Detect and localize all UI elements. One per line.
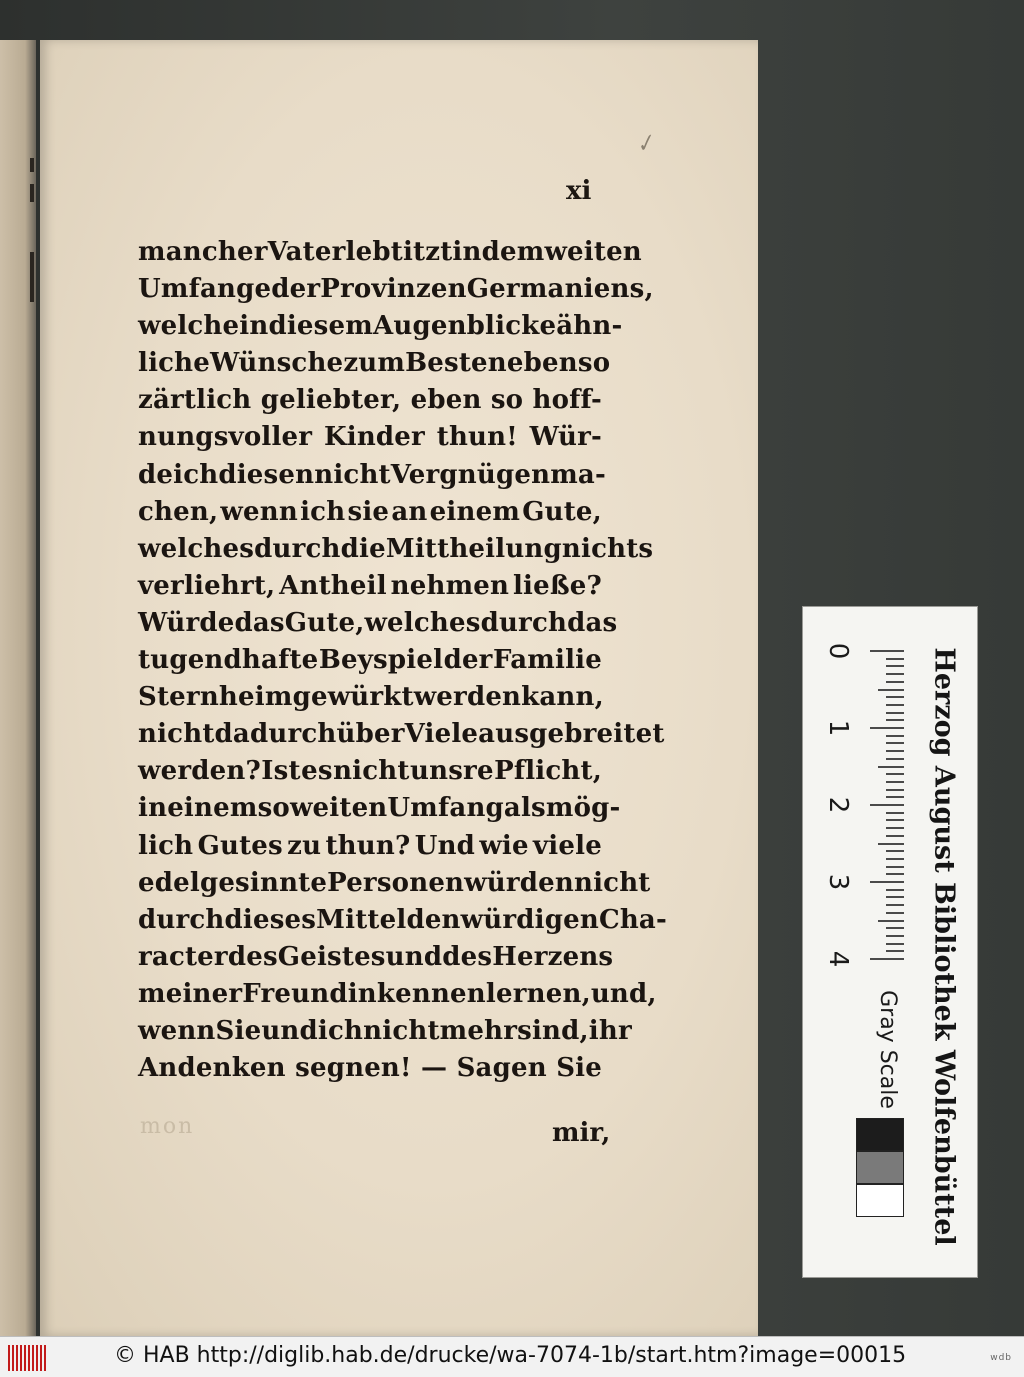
ruler-tick (886, 850, 904, 852)
word: Ist (261, 756, 301, 787)
word: thun! (436, 422, 518, 453)
footer-dots: wdb (990, 1353, 1012, 1363)
word: Beyspiel (318, 645, 444, 676)
word: Personen (327, 867, 465, 898)
word: Augenblicke (372, 311, 557, 342)
word: die (340, 533, 386, 564)
word: nungsvoller (138, 422, 313, 453)
ink-mark (30, 252, 34, 302)
catchword: mir, (552, 1118, 611, 1148)
word: Herzens (492, 941, 614, 972)
word: Besten (405, 348, 507, 379)
word: in (452, 237, 482, 267)
word: durch (138, 904, 225, 935)
ruler-tick (870, 958, 904, 960)
word: eben (506, 348, 578, 379)
ruler-tick (878, 920, 904, 922)
word: Antheil (279, 570, 387, 601)
previous-page-edge (0, 40, 36, 1336)
word: Mittheilung (385, 533, 562, 564)
word: ihr (588, 1015, 632, 1046)
word: diesen (218, 459, 315, 490)
ruler-tick (870, 804, 904, 806)
ruler-tick (886, 681, 904, 683)
word: an (391, 496, 428, 527)
word: Sie (556, 1053, 602, 1084)
text-line (138, 531, 654, 568)
text-line (138, 976, 657, 1013)
word: ähn- (556, 311, 623, 342)
word: ma- (550, 459, 606, 490)
word: werden (413, 682, 522, 713)
word: wie (479, 830, 529, 861)
text-line (138, 828, 602, 865)
ruler-tick (886, 866, 904, 868)
word: Freundin (242, 978, 377, 1009)
ruler-tick (886, 835, 904, 837)
word: Kinder (323, 422, 425, 453)
hab-logo-icon (8, 1345, 46, 1371)
ruler-tick (886, 950, 904, 952)
ruler-tick (886, 873, 904, 875)
ruler-tick (886, 904, 904, 906)
word: Mittel (316, 904, 407, 935)
word: und (261, 1015, 318, 1046)
footer-credit[interactable]: © HAB http://diglib.hab.de/drucke/wa-7074-1b/start.htm?image=00015 (114, 1343, 907, 1368)
word: zu (287, 830, 322, 861)
word: sind, (517, 1015, 589, 1046)
word: Gutes (197, 830, 283, 861)
institution-label: Herzog August Bibliothek Wolfenbüttel (928, 646, 960, 1246)
text-line (138, 902, 667, 939)
ruler-tick (886, 673, 904, 675)
word: würdigen (460, 904, 599, 935)
ruler-tick (878, 689, 904, 691)
word: Umfang (387, 793, 504, 824)
word: ich (300, 496, 346, 527)
word: einem (167, 793, 258, 824)
ink-offset-text: mon (140, 1114, 195, 1139)
ruler-tick (870, 881, 904, 883)
ruler-tick (886, 719, 904, 721)
word: Sagen (456, 1053, 547, 1084)
word: sie (347, 496, 390, 527)
word: in (239, 311, 269, 342)
ruler-tick (886, 658, 904, 660)
word: so (577, 348, 611, 379)
body-text (138, 234, 667, 1087)
word: durch (254, 533, 341, 564)
word: geliebter, (260, 385, 402, 416)
word: lich (138, 830, 194, 861)
word: zum (343, 348, 406, 379)
word: und, (590, 978, 657, 1009)
word: wenn (138, 1015, 216, 1046)
word: chen, (138, 496, 219, 527)
ruler-tick (886, 943, 904, 945)
ruler-tick (886, 665, 904, 667)
word: ließe? (512, 570, 602, 601)
ruler-tick (886, 758, 904, 760)
word: Provinzen (320, 274, 467, 305)
word: Germaniens, (466, 274, 654, 305)
word: mög- (545, 793, 621, 824)
word: des (442, 941, 493, 972)
ruler-tick (878, 766, 904, 768)
text-line (138, 345, 611, 382)
word: dem (481, 237, 545, 267)
word: hoff- (532, 385, 602, 416)
word: Wünsche (210, 348, 344, 379)
ruler-tick (886, 704, 904, 706)
word: — (421, 1053, 448, 1084)
ruler-tick (878, 843, 904, 845)
ruler-tick (870, 727, 904, 729)
ruler-tick (886, 858, 904, 860)
word: nichts (561, 533, 654, 564)
ruler-tick (886, 912, 904, 914)
ruler-tick (886, 712, 904, 714)
text-line (138, 1050, 602, 1087)
word: welches (364, 607, 481, 638)
word: zärtlich (138, 385, 252, 416)
word: als (503, 793, 546, 824)
word: Familie (493, 645, 602, 676)
word: diesem (268, 311, 373, 342)
word: unsre (410, 756, 494, 787)
word: racter (138, 941, 228, 972)
word: nehmen (390, 570, 510, 601)
text-line (138, 939, 614, 976)
institution-label-box (926, 646, 962, 1246)
ruler-tick (886, 696, 904, 698)
word: des (227, 941, 278, 972)
ruler-tick (886, 889, 904, 891)
word: weiten (544, 237, 642, 267)
ink-mark (30, 184, 34, 202)
word: werden? (138, 756, 261, 787)
word: Gute, (522, 496, 602, 527)
word: Sie (215, 1015, 262, 1046)
word: mehr (439, 1015, 518, 1046)
text-line (138, 382, 602, 419)
text-line (138, 865, 651, 902)
word: über (336, 719, 405, 750)
text-line (138, 790, 621, 827)
word: Viele (404, 719, 479, 750)
word: tugendhafte (138, 645, 319, 676)
word: wenn (220, 496, 298, 527)
word: welches (138, 533, 255, 564)
word: und (385, 941, 443, 972)
word: Pflicht, (494, 756, 602, 787)
word: kennen (376, 978, 486, 1009)
word: einem (429, 496, 521, 527)
ruler-number: 1 (823, 719, 853, 737)
ruler-tick (870, 650, 904, 652)
word: Andenken (138, 1053, 286, 1084)
text-line (138, 271, 654, 308)
text-line (138, 419, 602, 456)
word: segnen! (295, 1053, 412, 1084)
word: dadurch (214, 719, 337, 750)
word: viele (533, 830, 602, 861)
word: eben (410, 385, 482, 416)
ruler-tick (886, 935, 904, 937)
ruler-tick (886, 750, 904, 752)
gray-swatch (856, 1184, 904, 1217)
text-line (138, 568, 602, 605)
ruler-number: 3 (823, 873, 853, 891)
text-line (138, 1013, 632, 1050)
text-line (138, 234, 642, 271)
word: gewürkt (292, 682, 414, 713)
word: dieses (224, 904, 317, 935)
word: Würde (138, 607, 235, 638)
word: Umfange (138, 274, 272, 305)
word: lebt (345, 237, 403, 267)
word: würden (464, 867, 574, 898)
word: so (257, 793, 290, 824)
word: nicht (333, 756, 410, 787)
page-number: xi (566, 176, 592, 206)
word: Vergnügen (390, 459, 551, 490)
word: verliehrt, (138, 570, 276, 601)
word: so (490, 385, 524, 416)
word: Geistes (277, 941, 386, 972)
word: ich (317, 1015, 364, 1046)
text-line (138, 679, 602, 716)
ruler-tick (886, 796, 904, 798)
word: Und (414, 830, 476, 861)
text-line (138, 753, 602, 790)
word: ausgebreitet (478, 719, 665, 750)
gray-scale-label-box (872, 989, 902, 1109)
pencil-mark: ✓ (632, 129, 659, 160)
word: Wür- (529, 422, 602, 453)
word: meiner (138, 978, 243, 1009)
word: der (271, 274, 321, 305)
word: kann, (521, 682, 604, 713)
ruler-tick (886, 773, 904, 775)
text-line (138, 642, 602, 679)
text-line (138, 605, 618, 642)
ink-mark (30, 158, 34, 172)
word: weiten (289, 793, 388, 824)
word: es (301, 756, 333, 787)
ruler-tick (886, 781, 904, 783)
ruler-tick (886, 742, 904, 744)
word: ich (173, 459, 219, 490)
gray-swatch (856, 1118, 904, 1151)
word: liche (138, 348, 211, 379)
ruler-tick (886, 927, 904, 929)
word: Cha- (598, 904, 667, 935)
word: in (138, 793, 168, 824)
footer-bar (0, 1336, 1024, 1377)
word: nicht (573, 867, 651, 898)
text-line (138, 494, 602, 531)
word: mancher (138, 237, 268, 267)
ruler-number: 2 (823, 796, 853, 814)
word: der (443, 645, 493, 676)
word: lernen, (485, 978, 591, 1009)
word: Vater (267, 237, 346, 267)
word: welche (138, 311, 240, 342)
word: Sternheim (138, 682, 293, 713)
word: de (138, 459, 174, 490)
ruler-tick (886, 896, 904, 898)
text-line (138, 716, 665, 753)
word: nicht (314, 459, 391, 490)
word: nicht (138, 719, 215, 750)
word: den (406, 904, 461, 935)
word: das (567, 607, 618, 638)
ruler-number: 4 (823, 950, 853, 968)
ruler-tick (886, 812, 904, 814)
text-line (138, 308, 623, 345)
gray-scale-label: Gray Scale (874, 989, 900, 1109)
ruler-tick (886, 789, 904, 791)
word: Gute, (284, 607, 365, 638)
word: nicht (363, 1015, 440, 1046)
word: edelgesinnte (138, 867, 328, 898)
word: durch (480, 607, 568, 638)
ruler-tick (886, 827, 904, 829)
ruler-number: 0 (823, 642, 853, 660)
ruler-tick (886, 819, 904, 821)
text-line (138, 457, 606, 494)
word: das (234, 607, 285, 638)
word: thun? (325, 830, 411, 861)
word: itzt (402, 237, 453, 267)
ruler-tick (886, 735, 904, 737)
gray-swatch (856, 1151, 904, 1184)
